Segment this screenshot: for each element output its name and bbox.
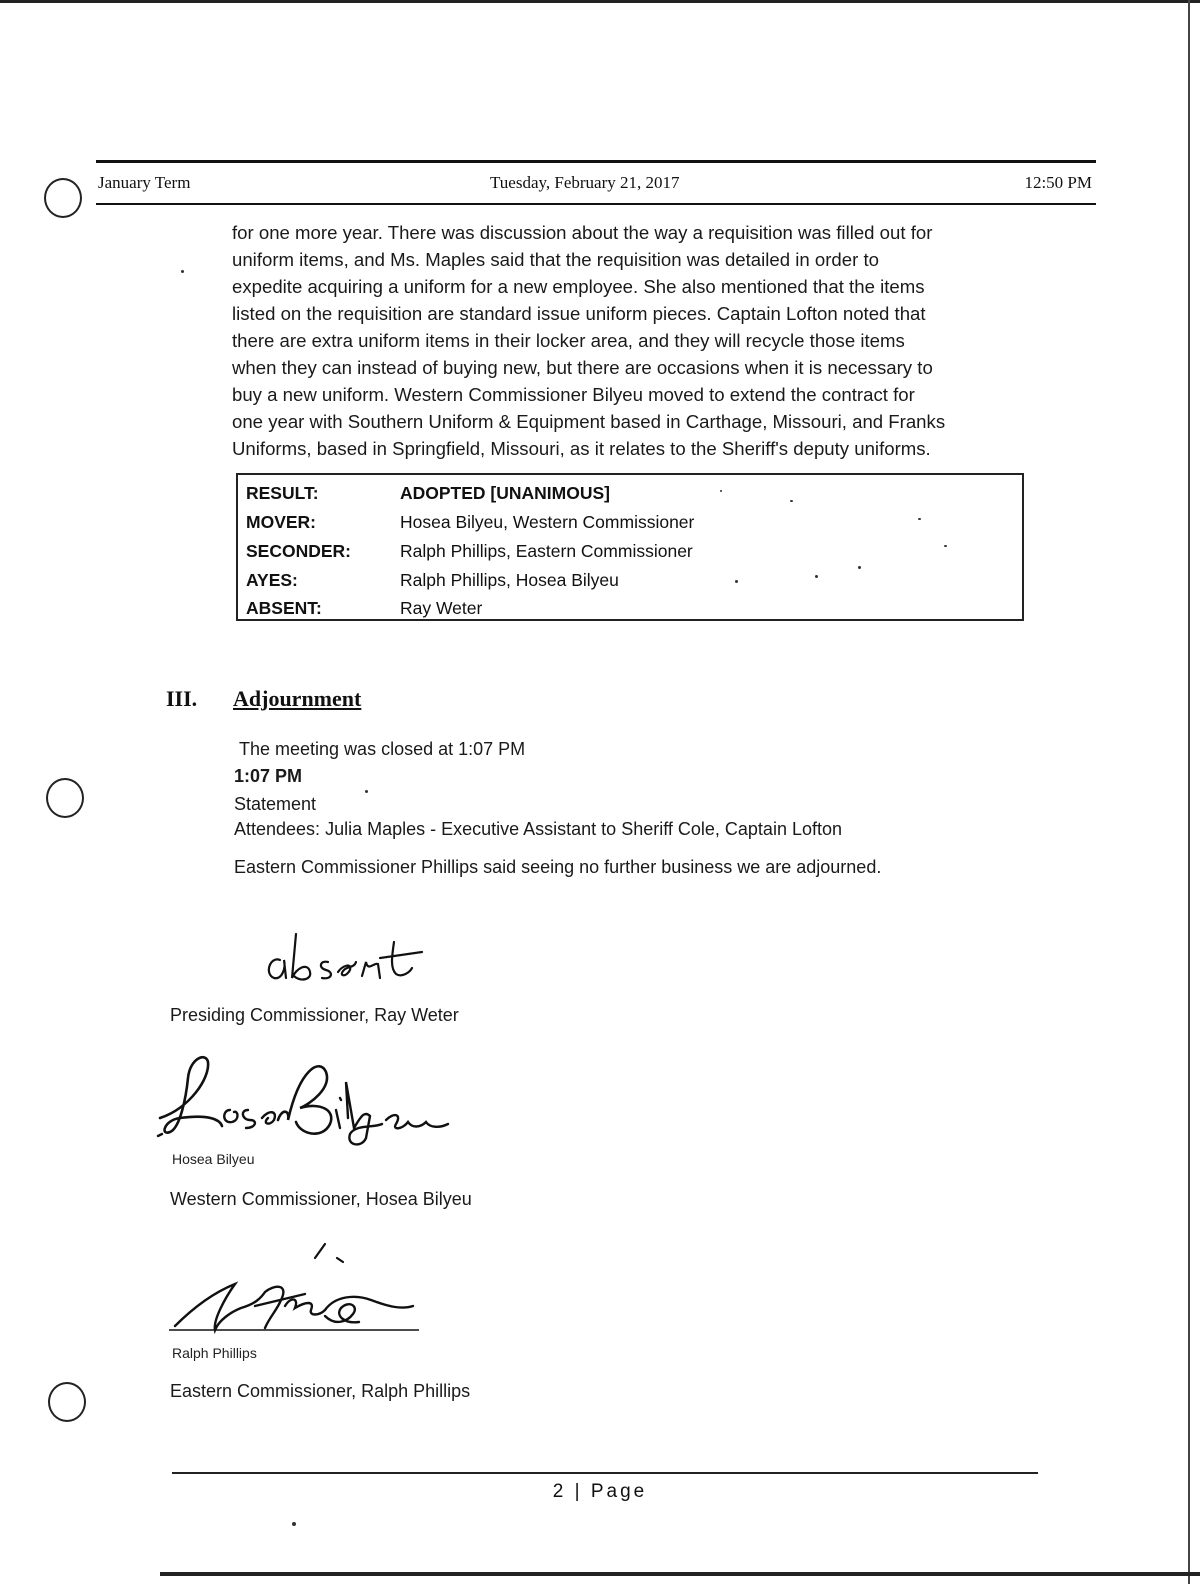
paragraph-line: one year with Southern Uniform & Equipment based in Carthage, Missouri, and Franks [232,411,946,432]
scan-speck [944,545,947,547]
phillips-signature [165,1236,425,1346]
footer-rule [172,1472,1038,1474]
header-term: January Term [98,173,191,192]
bilyeu-signature [150,1048,460,1158]
western-commissioner-label: Western Commissioner, Hosea Bilyeu [170,1189,472,1209]
scan-top-edge [0,0,1200,3]
scan-speck [365,790,368,793]
scan-speck [181,270,184,273]
page-number: 2 | Page [552,1481,648,1502]
scan-speck [790,500,793,502]
scan-speck [720,490,722,492]
scan-bottom-edge [160,1572,1200,1576]
seconder-label: SECONDER: [246,541,352,561]
paragraph-line: expedite acquiring a uniform for a new employee. She also mentioned that the items [232,276,925,297]
header-time: 12:50 PM [1024,173,1092,192]
punch-hole-middle [46,778,84,818]
result-label: RESULT: [246,483,319,503]
paragraph-line: Uniforms, based in Springfield, Missouri, as it relates to the Sheriff's deputy uniforms. [232,438,931,459]
header-date: Tuesday, February 21, 2017 [490,173,680,192]
time-line: 1:07 PM [234,766,303,786]
attendees-line: Attendees: Julia Maples - Executive Assistant to Sheriff Cole, Captain Lofton [234,819,843,839]
paragraph-line: when they can instead of buying new, but there are occasions when it is necessary to [232,357,933,378]
seconder-value: Ralph Phillips, Eastern Commissioner [400,541,693,561]
ayes-label: AYES: [246,570,298,590]
paragraph-line: there are extra uniform items in their locker area, and they will recycle those items [232,330,905,351]
closing-line: Eastern Commissioner Phillips said seeing no further business we are adjourned. [234,857,882,877]
scan-speck [735,580,738,583]
absent-label: ABSENT: [246,598,322,618]
section-number: III. [166,686,198,711]
presiding-commissioner-label: Presiding Commissioner, Ray Weter [170,1005,459,1025]
scan-right-edge [1188,0,1190,1584]
motion-result-box [236,473,1024,621]
statement-line: Statement [234,794,317,814]
bilyeu-signed-name: Hosea Bilyeu [172,1151,255,1167]
scan-speck [292,1522,296,1526]
handwritten-absent [262,922,432,992]
paragraph-line: uniform items, and Ms. Maples said that the requisition was detailed in order to [232,249,879,270]
mover-value: Hosea Bilyeu, Western Commissioner [400,512,695,532]
result-value: ADOPTED [UNANIMOUS] [400,483,610,503]
paragraph-line: buy a new uniform. Western Commissioner Bilyeu moved to extend the contract for [232,384,915,405]
scan-speck [815,575,818,578]
absent-value: Ray Weter [400,598,483,618]
section-title: Adjournment [233,686,362,711]
ayes-value: Ralph Phillips, Hosea Bilyeu [400,570,619,590]
scan-speck [858,566,861,569]
mover-label: MOVER: [246,512,316,532]
body-paragraph [232,219,1022,462]
paragraph-line: listed on the requisition are standard issue uniform pieces. Captain Lofton noted that [232,303,926,324]
scan-speck [918,518,921,520]
punch-hole-top [44,178,82,218]
phillips-signed-name: Ralph Phillips [172,1345,257,1361]
header-rule-bottom [96,203,1096,205]
punch-hole-bottom [48,1382,86,1422]
eastern-commissioner-label: Eastern Commissioner, Ralph Phillips [170,1381,471,1401]
meeting-closed-line: The meeting was closed at 1:07 PM [239,739,526,759]
header-rule-top [96,160,1096,163]
paragraph-line: for one more year. There was discussion about the way a requisition was filled out for [232,222,933,243]
